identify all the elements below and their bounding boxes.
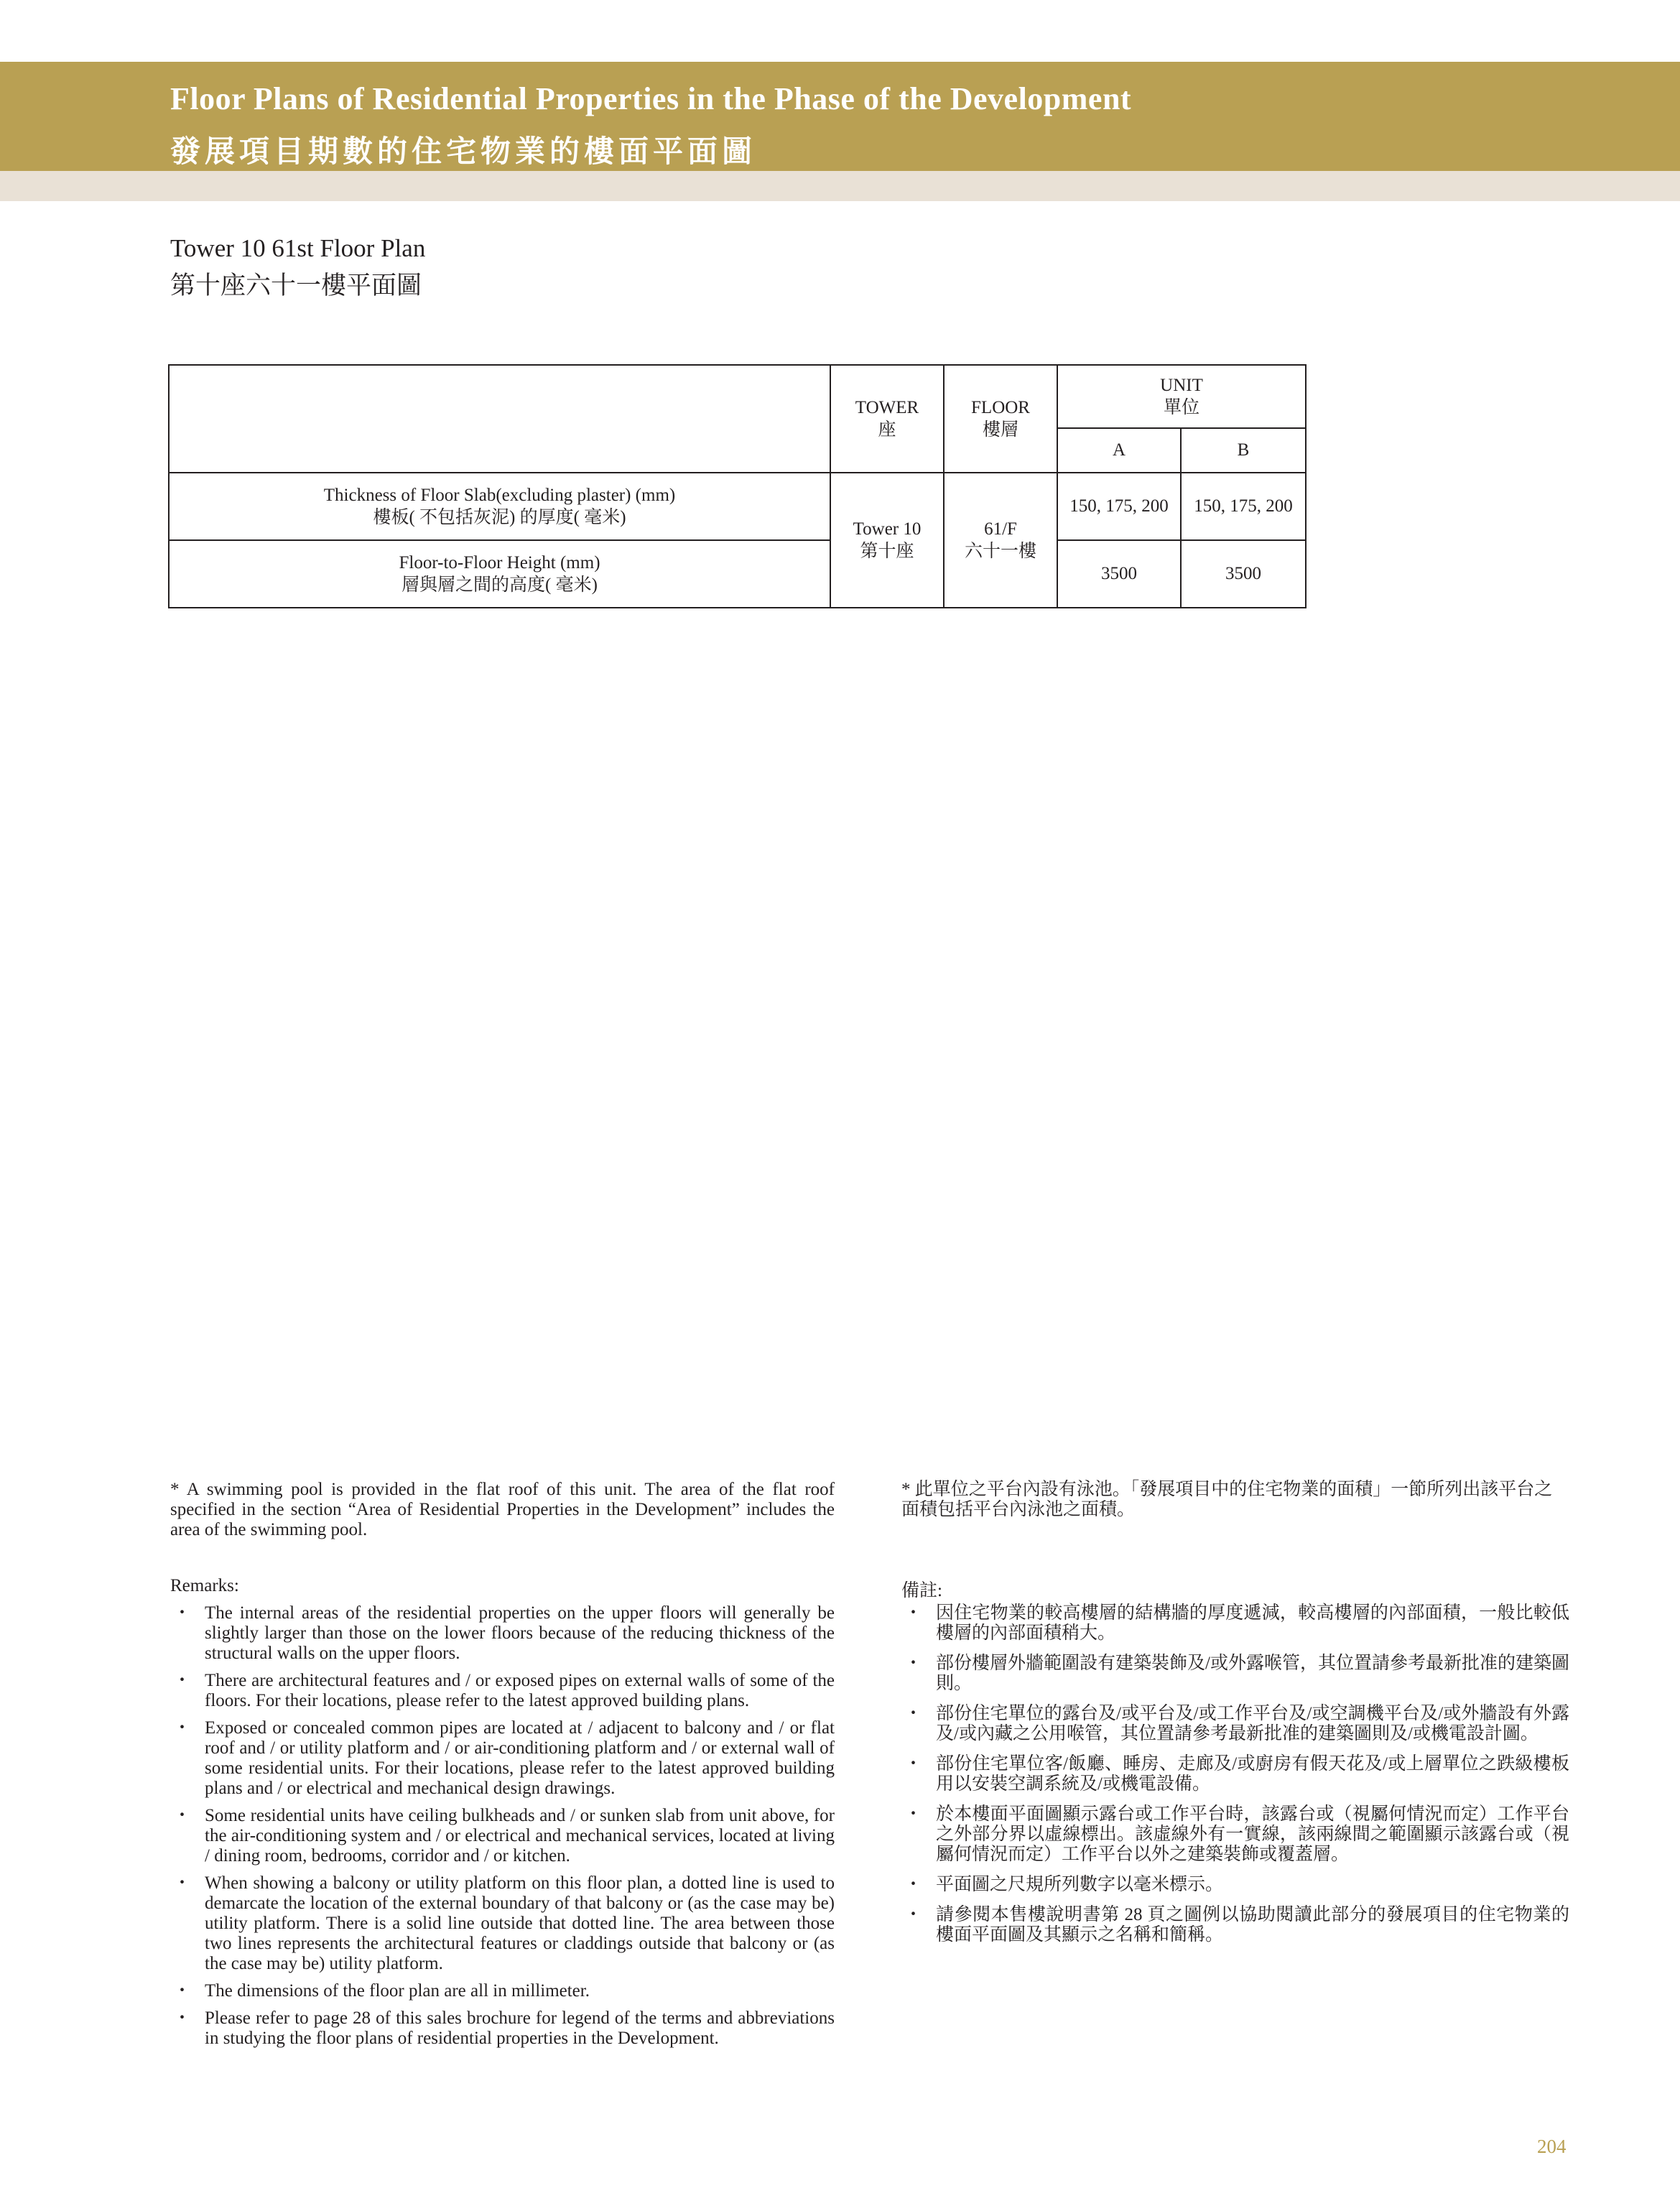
remark-item-en xyxy=(170,1603,835,1664)
remark-text-en: Please refer to page 28 of this sales brochure for legend of the terms and abbreviations in studying the floor plans of residential properties in the Development. xyxy=(205,2008,835,2048)
row-label-slab-en: Thickness of Floor Slab(excluding plaster) (mm) xyxy=(323,485,676,505)
pool-note-zh: * 此單位之平台內設有泳池。「發展項目中的住宅物業的面積」一節所列出該平台之面積包括平台內泳池之面積。 xyxy=(901,1480,1553,1519)
remarks-title-zh: 備註: xyxy=(901,1581,942,1600)
height-unit-a: 3500 xyxy=(1057,540,1181,608)
row-label-height-zh: 層與層之間的高度( 毫米) xyxy=(402,575,598,595)
slab-unit-b: 150, 175, 200 xyxy=(1181,473,1306,540)
remark-item-en xyxy=(170,1671,835,1711)
tower-header-en: TOWER xyxy=(855,397,919,417)
slab-unit-a: 150, 175, 200 xyxy=(1057,473,1181,540)
bullet: ・ xyxy=(904,1754,923,1774)
tower-value xyxy=(830,473,944,608)
bullet: ・ xyxy=(904,1804,923,1824)
height-unit-b: 3500 xyxy=(1181,540,1306,608)
remarks-list-en xyxy=(170,1603,835,2056)
tower-value-zh: 第十座 xyxy=(860,542,914,561)
remark-item-zh xyxy=(901,1754,1569,1794)
page-title-zh: 發展項目期數的住宅物業的樓面平面圖 xyxy=(170,136,757,169)
remarks-title-en: Remarks: xyxy=(170,1576,239,1595)
bullet: ・ xyxy=(904,1704,923,1723)
tower-value-en: Tower 10 xyxy=(853,519,922,539)
floor-header xyxy=(944,365,1057,473)
remark-text-en: The dimensions of the floor plan are all in millimeter. xyxy=(205,1981,590,2001)
unit-a-header: A xyxy=(1057,428,1181,473)
unit-header-en: UNIT xyxy=(1160,375,1203,395)
table-corner-cell xyxy=(169,365,830,473)
bullet: ・ xyxy=(173,1671,192,1690)
remark-item-zh xyxy=(901,1654,1569,1694)
remark-text-zh: 部份住宅單位客/飯廳、睡房、走廊及/或廚房有假天花及/或上層單位之跌級樓板用以安裝空調系統及/或機電設備。 xyxy=(936,1754,1569,1794)
remark-item-zh xyxy=(901,1603,1569,1644)
remark-item-zh xyxy=(901,1875,1569,1895)
remark-item-en xyxy=(170,1981,835,2001)
row-label-height xyxy=(169,540,830,608)
remark-text-en: Exposed or concealed common pipes are located at / adjacent to balcony and / or flat roof and / or utility platform and / or air-conditioning platform and / or external wall of some residential units. For their locations, please refer to the latest approved building plans and / or electrical and mechanical design drawings. xyxy=(205,1718,835,1798)
page-number: 204 xyxy=(1537,2136,1567,2157)
bullet: ・ xyxy=(173,1873,192,1893)
remark-item-en xyxy=(170,1873,835,1974)
row-label-slab-zh: 樓板( 不包括灰泥) 的厚度( 毫米) xyxy=(373,508,626,527)
unit-header-zh: 單位 xyxy=(1163,398,1199,417)
remarks-list-zh xyxy=(901,1603,1569,1955)
page-title-en: Floor Plans of Residential Properties in the Phase of the Development xyxy=(170,81,1132,116)
pool-note-en: * A swimming pool is provided in the flat roof of this unit. The area of the flat roof specified in the section “Area of Residential Properties in the Development” includes the area of the swimming pool. xyxy=(170,1480,835,1539)
remark-item-zh xyxy=(901,1905,1569,1945)
bullet: ・ xyxy=(173,2008,192,2028)
bullet: ・ xyxy=(173,1603,192,1623)
remark-text-en: The internal areas of the residential properties on the upper floors will generally be slightly larger than those on the lower floors because of the reducing thickness of the structural walls on the upper floors. xyxy=(205,1603,835,1663)
unit-header xyxy=(1057,365,1306,428)
bullet: ・ xyxy=(904,1654,923,1673)
remark-text-zh: 因住宅物業的較高樓層的結構牆的厚度遞減，較高樓層的內部面積，一般比較低樓層的內部面積稍大。 xyxy=(936,1603,1569,1643)
bullet: ・ xyxy=(173,1981,192,2001)
unit-b-header: B xyxy=(1181,428,1306,473)
bullet: ・ xyxy=(904,1905,923,1924)
remark-text-en: There are architectural features and / or exposed pipes on external walls of some of the floors. For their locations, please refer to the latest approved building plans. xyxy=(205,1671,835,1710)
bullet: ・ xyxy=(904,1603,923,1623)
remark-item-en xyxy=(170,1806,835,1866)
plan-title-zh: 第十座六十一樓平面圖 xyxy=(170,272,422,300)
tower-header xyxy=(830,365,944,473)
row-label-slab xyxy=(169,473,830,540)
remark-text-zh: 部份住宅單位的露台及/或平台及/或工作平台及/或空調機平台及/或外牆設有外露及/或內藏之公用喉管，其位置請參考最新批准的建築圖則及/或機電設計圖。 xyxy=(936,1704,1569,1743)
bullet: ・ xyxy=(904,1875,923,1894)
remark-item-zh xyxy=(901,1804,1569,1865)
remark-text-zh: 平面圖之尺規所列數字以毫米標示。 xyxy=(936,1875,1224,1894)
remark-text-en: Some residential units have ceiling bulkheads and / or sunken slab from unit above, for the air-conditioning system and / or electrical and mechanical services, located at living / dining room, bedrooms, corridor and / or kitchen. xyxy=(205,1806,835,1866)
remark-text-en: When showing a balcony or utility platform on this floor plan, a dotted line is used to demarcate the location of the external boundary of that balcony or (as the case may be) utility platform. There is a solid line outside that dotted line. The area between those two lines represents the architectural features or claddings outside that balcony or (as the case may be) utility platform. xyxy=(205,1873,835,1973)
floor-spec-table xyxy=(168,364,1307,608)
tower-header-zh: 座 xyxy=(878,420,896,440)
remark-text-zh: 於本樓面平面圖顯示露台或工作平台時，該露台或（視屬何情況而定）工作平台之外部分界以虛線標出。該虛線外有一實線，該兩線間之範圍顯示該露台或（視屬何情況而定）工作平台以外之建築裝飾或覆蓋層。 xyxy=(936,1804,1569,1864)
floor-header-en: FLOOR xyxy=(971,397,1030,417)
remark-item-en xyxy=(170,2008,835,2049)
floor-value xyxy=(944,473,1057,608)
floor-value-zh: 六十一樓 xyxy=(964,542,1036,561)
plan-title-en: Tower 10 61st Floor Plan xyxy=(170,234,426,262)
remark-text-zh: 部份樓層外牆範圍設有建築裝飾及/或外露喉管，其位置請參考最新批准的建築圖則。 xyxy=(936,1654,1569,1693)
row-label-height-en: Floor-to-Floor Height (mm) xyxy=(399,552,600,573)
remark-text-zh: 請參閱本售樓說明書第 28 頁之圖例以協助閱讀此部分的發展項目的住宅物業的樓面平面圖及其顯示之名稱和簡稱。 xyxy=(936,1905,1569,1945)
remark-item-zh xyxy=(901,1704,1569,1744)
header-band xyxy=(0,171,1680,201)
floor-value-en: 61/F xyxy=(984,519,1017,539)
remark-item-en xyxy=(170,1718,835,1799)
bullet: ・ xyxy=(173,1718,192,1738)
bullet: ・ xyxy=(173,1806,192,1825)
floor-header-zh: 樓層 xyxy=(982,420,1018,440)
